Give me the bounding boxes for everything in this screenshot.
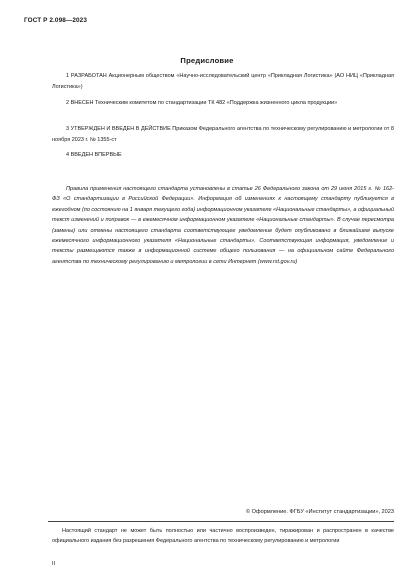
preface-item-approved: 3 УТВЕРЖДЕН И ВВЕДЕН В ДЕЙСТВИЕ Приказом Федерального агентства по техническому регулированию и метрологии от 8 ноября 2023 г. № 1355-ст <box>52 126 394 143</box>
reprint-notice: Настоящий стандарт не может быть полностью или частично воспроизведен, тиражирован и распространен в качестве официального издания без разрешения Федерального агентства по техническому регулированию и метрологии <box>52 528 394 545</box>
preface-heading: Предисловие <box>180 56 234 65</box>
application-notice: Правила применения настоящего стандарта установлены в статье 26 Федерального закона от 29 июня 2015 г. № 162-ФЗ «О стандартизации в Российской Федерации». Информация об изменениях к настоящему стандарту публикуется в ежегодном (по состоянию на 1 января текущего года) информационном указателе «Национальные стандарты», а официальный текст изменений и поправок — в ежемесячном информационном указателе «Национальные стандарты». В случае пересмотра (замены) или отмены настоящего стандарта соответствующее уведомление будет опубликовано в ближайшем выпуске ежемесячного информационного указателя «Национальные стандарты». Соответствующая информация, уведомление и тексты размещаются также в информационной системе общего пользования — на официальном сайте Федерального агентства по техническому регулированию и метрологии в сети Интернет (www.rst.gov.ru) <box>52 186 394 265</box>
preface-item-introduced: 2 ВНЕСЕН Техническим комитетом по стандартизации ТК 482 «Поддержка жизненного цикла продукции» <box>66 100 338 106</box>
preface-item-developed: 1 РАЗРАБОТАН Акционерным обществом «Научно-исследовательский центр «Прикладная Логистика» (АО НИЦ «Прикладная Логистика») <box>52 73 394 90</box>
copyright-line: © Оформление. ФГБУ «Институт стандартизации», 2023 <box>245 509 394 515</box>
separator-line <box>48 521 394 522</box>
preface-item-first-introduced: 4 ВВЕДЕН ВПЕРВЫЕ <box>66 152 122 158</box>
standard-code: ГОСТ Р 2.098—2023 <box>24 17 87 24</box>
page-number: II <box>52 561 56 567</box>
